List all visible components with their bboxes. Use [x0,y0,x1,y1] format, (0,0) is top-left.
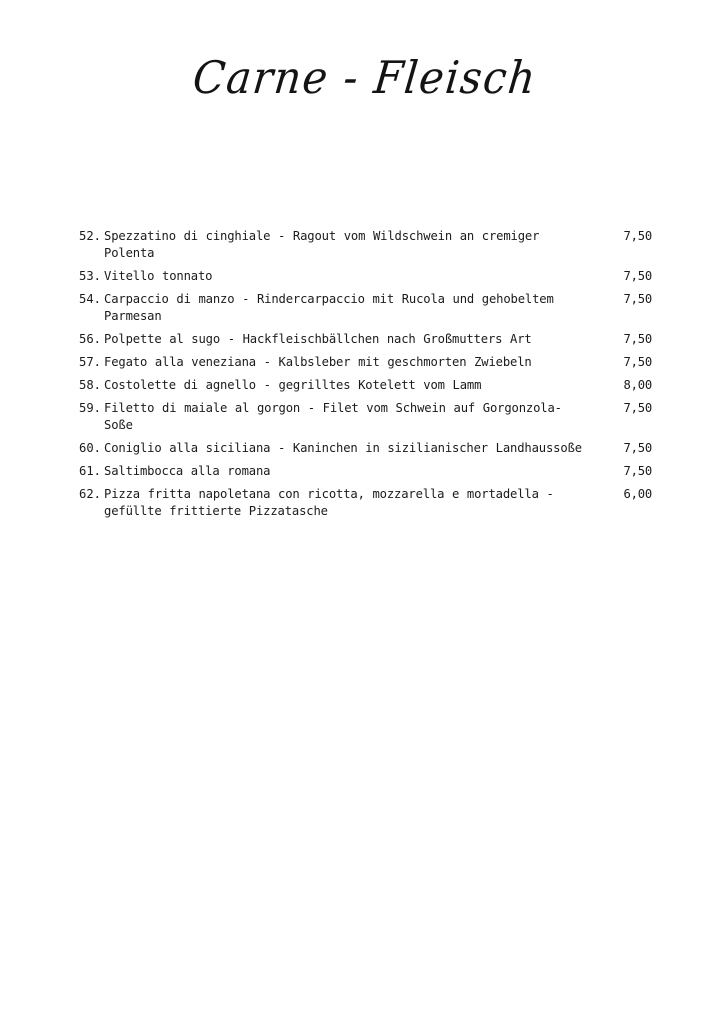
menu-item [79,331,652,348]
menu-item-number: 60. [79,441,102,455]
menu-item-name: Costolette di agnello - gegrilltes Kotelett vom Lamm [104,378,482,392]
menu-item [79,291,652,325]
menu-item-name: Spezzatino di cinghiale - Ragout vom Wildschwein an cremiger Polenta [104,229,540,260]
menu-item [79,228,652,262]
menu-item [79,463,652,480]
menu-item-body [104,377,600,394]
menu-item-number: 62. [79,487,102,501]
menu-item [79,440,652,457]
menu-item-price: 8,00 [623,378,652,392]
menu-item-number: 57. [79,355,102,369]
menu-item-price: 7,50 [623,464,652,478]
menu-item-price: 7,50 [623,229,652,243]
menu-item [79,400,652,434]
menu-item-price: 7,50 [623,332,652,346]
menu-item-number: 54. [79,292,102,306]
menu-item-name: Polpette al sugo - Hackfleischbällchen nach Großmutters Art [104,332,532,346]
menu-item-name: Filetto di maiale al gorgon - Filet vom Schwein auf Gorgonzola-Soße [104,401,562,432]
menu-item-price: 7,50 [623,441,652,455]
menu-item-name: Coniglio alla siciliana - Kaninchen in sizilianischer Landhaussoße [104,441,582,455]
menu-item-name: Fegato alla veneziana - Kalbsleber mit geschmorten Zwiebeln [104,355,532,369]
menu-item-number: 59. [79,401,102,415]
menu-item-body [104,440,600,457]
menu-item-price: 6,00 [623,487,652,501]
menu-item-price: 7,50 [623,401,652,415]
menu-item-price: 7,50 [623,292,652,306]
menu-item-body [104,354,600,371]
menu-item-body [104,291,600,325]
menu-item [79,354,652,371]
menu-item-body [104,463,600,480]
menu-item-list [79,228,652,526]
menu-item [79,377,652,394]
menu-item-name: Saltimbocca alla romana [104,464,271,478]
menu-item-number: 58. [79,378,102,392]
menu-item-price: 7,50 [623,355,652,369]
menu-item-price: 7,50 [623,269,652,283]
menu-item-name: Carpaccio di manzo - Rindercarpaccio mit Rucola und gehobeltem Parmesan [104,292,554,323]
menu-item-body [104,486,600,520]
menu-item-body [104,268,600,285]
menu-item [79,486,652,520]
menu-item-number: 61. [79,464,102,478]
menu-item-body [104,331,600,348]
menu-item-name: Pizza fritta napoletana con ricotta, mozzarella e mortadella - gefüllte frittierte Pizzatasche [104,487,554,518]
menu-item-name: Vitello tonnato [104,269,213,283]
menu-item-body [104,400,600,434]
menu-item-number: 53. [79,269,102,283]
menu-item [79,268,652,285]
menu-item-number: 56. [79,332,102,346]
page-title [0,52,724,104]
section-title-text: Carne - Fleisch [190,52,540,104]
menu-item-number: 52. [79,229,102,243]
menu-item-body [104,228,600,262]
